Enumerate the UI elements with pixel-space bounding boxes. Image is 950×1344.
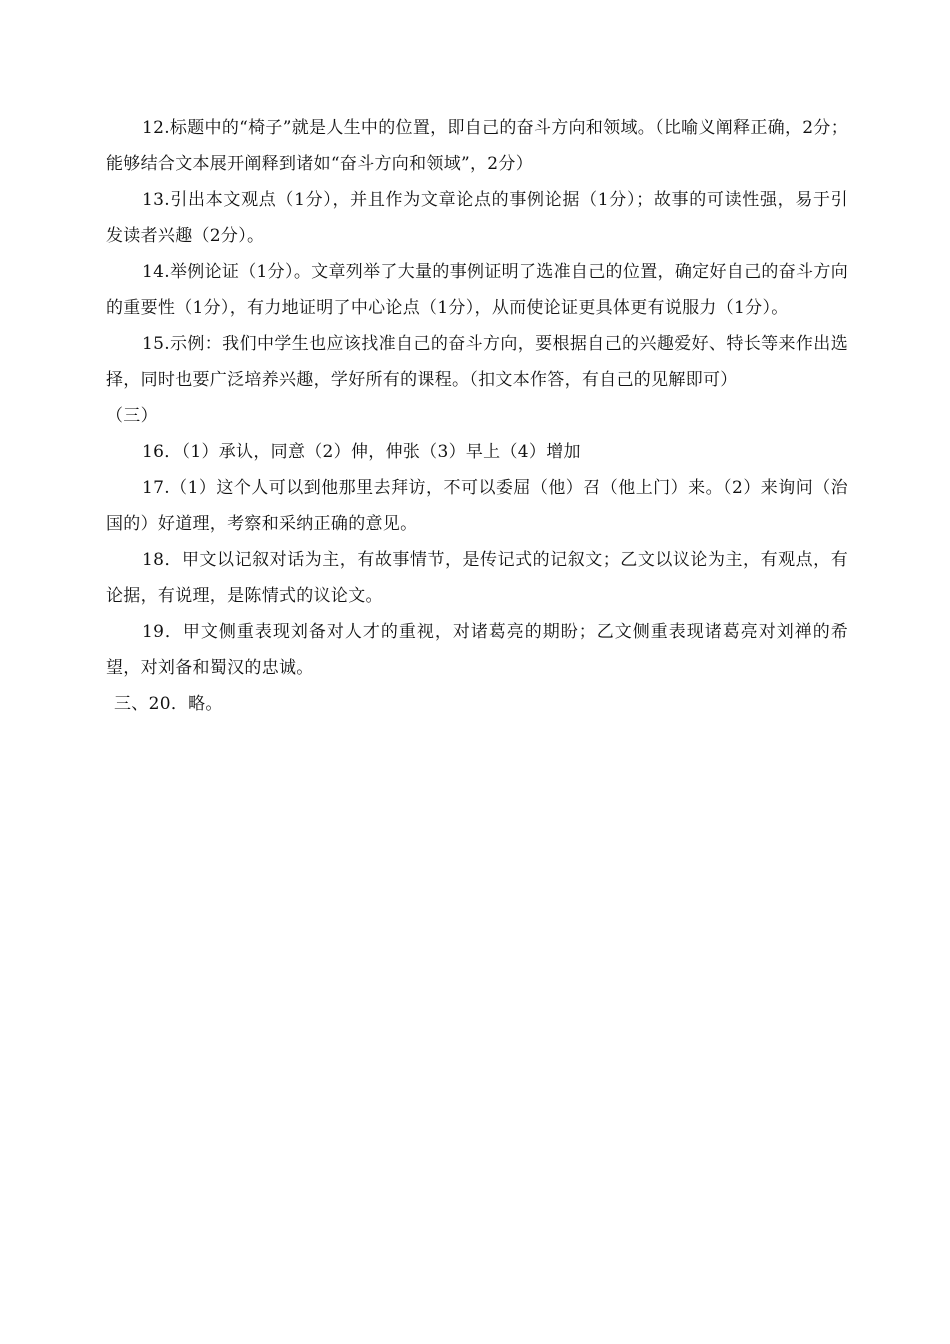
answer-13: 13.引出本文观点（1分），并且作为文章论点的事例论据（1分）；故事的可读性强，易于引发读者兴趣（2分）。 — [106, 190, 848, 246]
answer-20: 三、20．略。 — [114, 694, 223, 714]
answer-18: 18．甲文以记叙对话为主，有故事情节，是传记式的记叙文；乙文以议论为主，有观点，有论据，有说理，是陈情式的议论文。 — [106, 550, 848, 606]
answer-19: 19．甲文侧重表现刘备对人才的重视，对诸葛亮的期盼；乙文侧重表现诸葛亮对刘禅的希望，对刘备和蜀汉的忠诚。 — [106, 622, 848, 678]
answer-15: 15.示例：我们中学生也应该找准自己的奋斗方向，要根据自己的兴趣爱好、特长等来作出选择，同时也要广泛培养兴趣，学好所有的课程。（扣文本作答，有自己的见解即可） — [106, 334, 848, 390]
answer-16: 16．（1）承认，同意（2）伸，伸张（3）早上（4）增加 — [142, 442, 581, 462]
answer-17: 17.（1）这个人可以到他那里去拜访，不可以委屈（他）召（他上门）来。（2）来询问（治国的）好道理，考察和采纳正确的意见。 — [106, 478, 848, 534]
answer-key-body — [106, 110, 848, 722]
answer-14: 14.举例论证（1分）。文章列举了大量的事例证明了选准自己的位置，确定好自己的奋斗方向的重要性（1分），有力地证明了中心论点（1分），从而使论证更具体更有说服力（1分）。 — [106, 262, 848, 318]
section-heading-3: （三） — [106, 406, 158, 426]
answer-12: 12.标题中的“椅子”就是人生中的位置，即自己的奋斗方向和领域。（比喻义阐释正确，2分；能够结合文本展开阐释到诸如“奋斗方向和领域”，2分） — [106, 118, 848, 174]
